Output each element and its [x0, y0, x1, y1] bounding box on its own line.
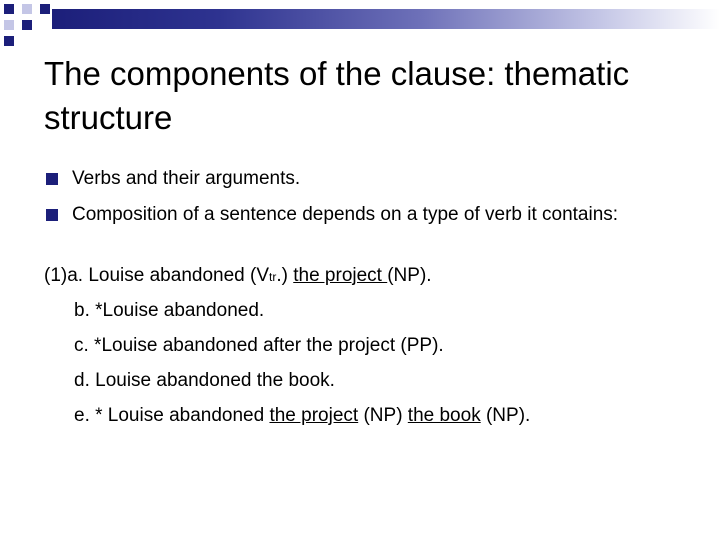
bullet-list: [44, 164, 684, 230]
header-decoration: [0, 0, 720, 36]
decor-square: [22, 20, 32, 30]
example-a-after-sub: .): [276, 265, 294, 286]
decor-square: [4, 36, 14, 46]
bullet-text: Verbs and their arguments.: [72, 168, 301, 189]
bullet-square-icon: [46, 209, 58, 221]
example-c: c. *Louise abandoned after the project (PP).: [74, 335, 444, 356]
decor-square: [4, 20, 14, 30]
bullet-square-icon: [46, 173, 58, 185]
example-a-suffix: (NP).: [387, 265, 432, 286]
example-e-np1: the project: [269, 405, 359, 426]
bullet-item: [44, 200, 684, 230]
example-e-prefix: e. * Louise abandoned: [74, 405, 270, 426]
bullet-text: Composition of a sentence depends on a type of verb it contains:: [72, 204, 619, 225]
decor-square: [40, 4, 50, 14]
example-e-suffix: (NP).: [480, 405, 531, 426]
example-a: [44, 263, 684, 290]
example-d: d. Louise abandoned the book.: [74, 370, 335, 391]
example-a-subscript: tr: [269, 270, 277, 284]
slide-title: The components of the clause: thematic structure: [44, 55, 630, 136]
example-e: [74, 403, 714, 429]
decor-square: [22, 4, 32, 14]
bullet-item: [44, 164, 684, 194]
decor-square: [4, 4, 14, 14]
example-e-mid: (NP): [358, 405, 408, 426]
example-e-np2: the book: [407, 405, 481, 426]
example-a-np1: the project: [293, 265, 388, 286]
example-a-prefix: (1)a. Louise abandoned (V: [44, 265, 269, 286]
example-b: b. *Louise abandoned.: [74, 300, 265, 321]
header-gradient-bar: [52, 9, 720, 29]
